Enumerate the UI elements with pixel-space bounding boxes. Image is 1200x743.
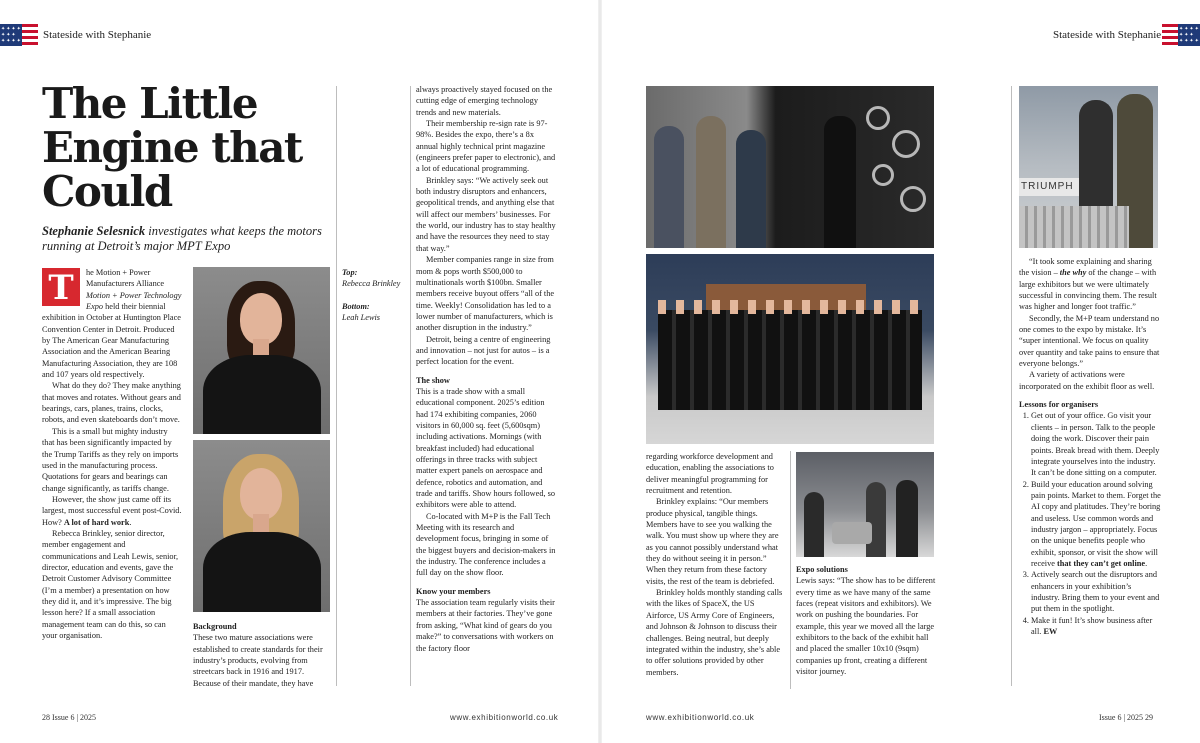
column-rule — [336, 86, 337, 686]
paragraph: regarding workforce development and education, enabling the associations to deliver meaningful programming for recruitment and retention. — [646, 452, 774, 496]
article-headline: The Little Engine that Could — [42, 79, 302, 216]
website-url-right: www.exhibitionworld.co.uk — [646, 713, 755, 722]
photo-association-team — [646, 254, 934, 444]
page-folio-left: 28 Issue 6 | 2025 — [42, 713, 97, 722]
paragraph: Lewis says: “The show has to be different every time as we have many of the same faces (repeat visitors and exhibitors). We work on pushing the boundaries. For example, this year we moved all the large exhibitors to the back of the exhibit hall and placed the smaller 10x10 (9sqm) companies up front, creating a different visitor journey. — [796, 576, 936, 677]
booth-sign: TRIUMPH — [1021, 181, 1074, 192]
page-gutter — [598, 0, 602, 743]
list-item: 3. Actively search out the disruptors and enhancers in your exhibition’s industry. Bring them to your event and put them in the spotlight. — [1031, 569, 1161, 614]
body-column-6 — [1019, 256, 1161, 693]
paragraph: Member companies range in size from mom & pops worth $500,000 to multinationals worth $100bn. Smaller members receive buyout offers “all of the time. Weekly! Consolidation has led to a lower number of manufacturers, which is another disruption in the industry.” — [416, 255, 555, 333]
website-url-left: www.exhibitionworld.co.uk — [450, 713, 559, 722]
us-flag-icon: ✦✦✦✦ ✦✦✦ ✦✦✦✦ — [0, 24, 36, 46]
subheading-the-show: The show — [416, 375, 450, 385]
list-item: 1. Get out of your office. Go visit your clients – in person. Talk to the people doing the work. Discover their pain points. Break bread with them. Deeply integrate yourselves into the industry. It can’t be done sitting on a computer. — [1031, 410, 1161, 478]
section-label-left: Stateside with Stephanie — [43, 29, 152, 41]
portrait-rebecca-brinkley — [193, 267, 330, 434]
subheading-background: Background — [193, 622, 237, 631]
paragraph: A variety of activations were incorporated on the exhibit floor as well. — [1019, 370, 1155, 391]
paragraph: This is a trade show with a small educational component. 2025’s edition had 174 exhibiting companies, 2060 visitors in 60,000 sq. feet (5,600sqm) including activations. Mornings (with breakfast included) had educational offerings in three tracks with subject matter expert panels on aerospace and defence, robotics and automation, and trade and tariffs. Show hours followed, so exhibitors were able to attend. — [416, 386, 556, 510]
drop-cap: T — [42, 268, 80, 306]
photo-exhibit-floor-gears — [646, 86, 934, 248]
paragraph: Brinkley explains: “Our members produce physical, tangible things. Members have to see you walking the walk. You must show up where they are as you cannot possibly understand what they do without seeing it in person.” When they return from these factory visits, the rest of the team is debriefed. — [646, 497, 779, 586]
author-name: Stephanie Selesnick — [42, 224, 146, 238]
column-rule — [790, 451, 791, 689]
list-item: 4. Make it fun! It’s show business after all. EW — [1031, 615, 1161, 638]
standfirst-text: investigates what keeps the motors running at Detroit’s major MPT Expo — [42, 224, 322, 253]
paragraph: What do they do? They make anything that moves and rotates. Without gears and bearings, cars, planes, trains, clocks, robots, and even skateboards don’t move. — [42, 381, 181, 425]
page-folio-right: Issue 6 | 2025 29 — [1099, 713, 1154, 722]
body-column-2 — [193, 621, 333, 693]
paragraph: The association team regularly visits their members at their factories. They’ve gone from asking, “What kind of gears do you make?” to conversations with workers on the factory floor — [416, 598, 555, 653]
column-rule — [1011, 86, 1012, 686]
photo-caption: Top: Rebecca Brinkley Bottom: Leah Lewis — [342, 268, 401, 323]
article-standfirst — [42, 224, 342, 254]
paragraph: Their membership re-sign rate is 97-98%. Besides the expo, there’s a 8x annual highly technical print magazine (engineers prefer paper to electronic), and a lot of educational programming. — [416, 119, 556, 174]
body-column-4 — [646, 451, 786, 693]
body-column-5 — [796, 564, 938, 693]
column-rule — [410, 86, 411, 686]
paragraph: Secondly, the M+P team understand no one comes to the expo by mistake. It’s “super intentional. We focus on quality over quantity and take pains to ensure that everyone belongs.” — [1019, 313, 1160, 369]
paragraph: Rebecca Brinkley, senior director, member engagement and communications and Leah Lewis, senior, director, education and events, gave the Detroit Customer Advisory Committee (I’m a member) a presentation on how they did it, and it’s impressive. The big lesson here? If a small association management team can do this, so can your organisation. — [42, 528, 179, 640]
subheading-lessons: Lessons for organisers — [1019, 400, 1099, 410]
us-flag-icon: ✦✦✦✦ ✦✦✦ ✦✦✦✦ — [1162, 24, 1198, 46]
subheading-expo-solutions: Expo solutions — [796, 565, 848, 574]
paragraph: always proactively stayed focused on the cutting edge of emerging technology trends and new materials. — [416, 85, 553, 117]
subheading-know-your-members: Know your members — [416, 586, 491, 596]
paragraph: This is a small but mighty industry that has been significantly impacted by the Trump Tariffs as they rely on imports used in the manufacturing process. Quotations for gears and bearings can change significantly, as tariffs change. — [42, 426, 179, 493]
paragraph: Co-located with M+P is the Fall Tech Meeting with its research and development focus, bringing in some of the biggest buyers and decision-makers in the industry. The conference includes a full day on the show floor. — [416, 511, 556, 578]
photo-booth-activation — [796, 452, 934, 557]
section-label-right: Stateside with Stephanie — [1053, 29, 1162, 41]
body-column-3 — [416, 84, 558, 693]
list-item: 2. Build your education around solving pain points. Market to them. Forget the AI copy and platitudes. They’re boring and useless. Use common words and industry jargon – appropriately. Focus on the unique benefits people who exhibit, sponsor, or visit the show will receive that they can’t get online. — [1031, 479, 1161, 570]
paragraph: “It took some explaining and sharing the vision – the why of the change – with large exhibitors but we were ultimately successful in convincing them. The result was higher and longer foot traffic.” — [1019, 257, 1157, 312]
paragraph: Brinkley holds monthly standing calls with the likes of SpaceX, the US Airforce, US Army Core of Engineers, and Johnson & Johnson to discuss their challenges. Being neutral, but deeply integrated within the industry, she’s able to offer solutions provided by other members. — [646, 588, 783, 677]
photo-triumph-booth — [1019, 86, 1158, 248]
portrait-leah-lewis — [193, 440, 330, 612]
paragraph: These two mature associations were established to create standards for their industry’s products, evolving from streetcars back in 1916 and 1917. Because of their mandate, they have — [193, 633, 323, 688]
lessons-list — [1019, 410, 1161, 637]
paragraph: Brinkley says: “We actively seek out both industry disruptors and enhancers, geopolitical trends, and anything else that will affect our members’ businesses. For the world, our industry has to stay healthy and have the resources they need to stay that way.” — [416, 175, 556, 253]
paragraph: However, the show just came off its largest, most successful event post-Covid. How? A lot of hard work. — [42, 494, 182, 527]
body-column-1 — [42, 267, 182, 692]
paragraph: he Motion + Power Manufacturers Alliance Motion + Power Technology Expo held their biennial exhibition in October at Huntington Place Convention Center in Detroit. Produced by The American Gear Manufacturing Association and the American Bearing Manufacturing Association, they are 108 and 107 years old respectively. — [42, 268, 182, 380]
paragraph: Detroit, being a centre of engineering and innovation – not just for autos – is a perfect location for the event. — [416, 334, 551, 367]
